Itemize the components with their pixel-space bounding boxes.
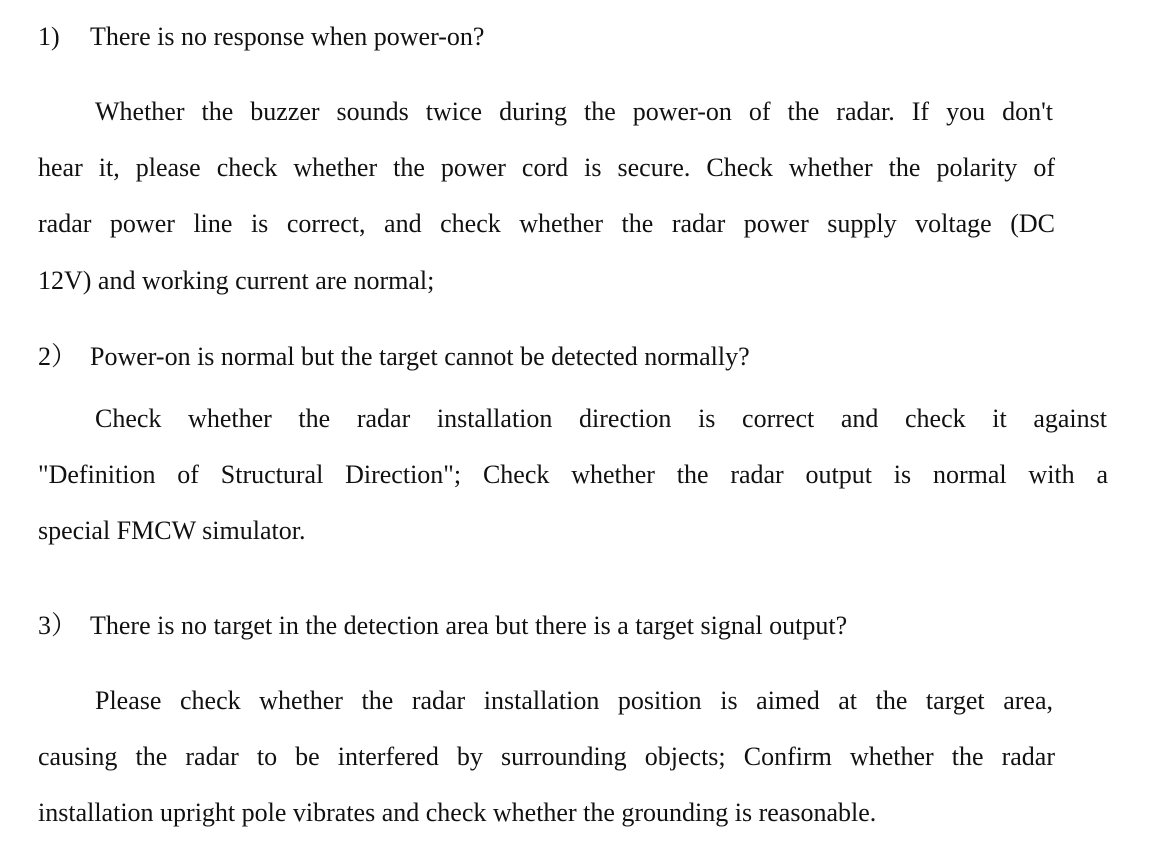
faq-question-text-1: There is no response when power-on? <box>90 22 485 51</box>
faq-answer-1-line-3: radar power line is correct, and check whether the radar power supply voltage (DC <box>38 209 1055 238</box>
faq-number-2: 2） <box>38 342 78 371</box>
faq-answer-1-line-1: Whether the buzzer sounds twice during the power-on of the radar. If you don't <box>95 97 1053 126</box>
faq-answer-2-line-3: special FMCW simulator. <box>38 516 306 545</box>
faq-number-3: 3） <box>38 611 78 640</box>
faq-question-3 <box>38 611 847 641</box>
faq-question-text-2: Power-on is normal but the target cannot be detected normally? <box>90 342 750 371</box>
faq-answer-1-line-2: hear it, please check whether the power cord is secure. Check whether the polarity of <box>38 153 1055 182</box>
faq-answer-3-line-1: Please check whether the radar installation position is aimed at the target area, <box>95 686 1053 715</box>
faq-answer-3-line-3: installation upright pole vibrates and check whether the grounding is reasonable. <box>38 798 877 827</box>
faq-question-2 <box>38 342 750 372</box>
faq-question-1 <box>38 22 484 52</box>
faq-answer-3-line-2: causing the radar to be interfered by surrounding objects; Confirm whether the radar <box>38 742 1055 771</box>
faq-answer-2-line-2: "Definition of Structural Direction"; Check whether the radar output is normal with a <box>38 460 1108 489</box>
faq-question-text-3: There is no target in the detection area but there is a target signal output? <box>90 611 848 640</box>
faq-answer-1-line-4: 12V) and working current are normal; <box>38 266 435 295</box>
faq-number-1: 1) <box>38 22 60 51</box>
faq-answer-2-line-1: Check whether the radar installation direction is correct and check it against <box>95 404 1107 433</box>
